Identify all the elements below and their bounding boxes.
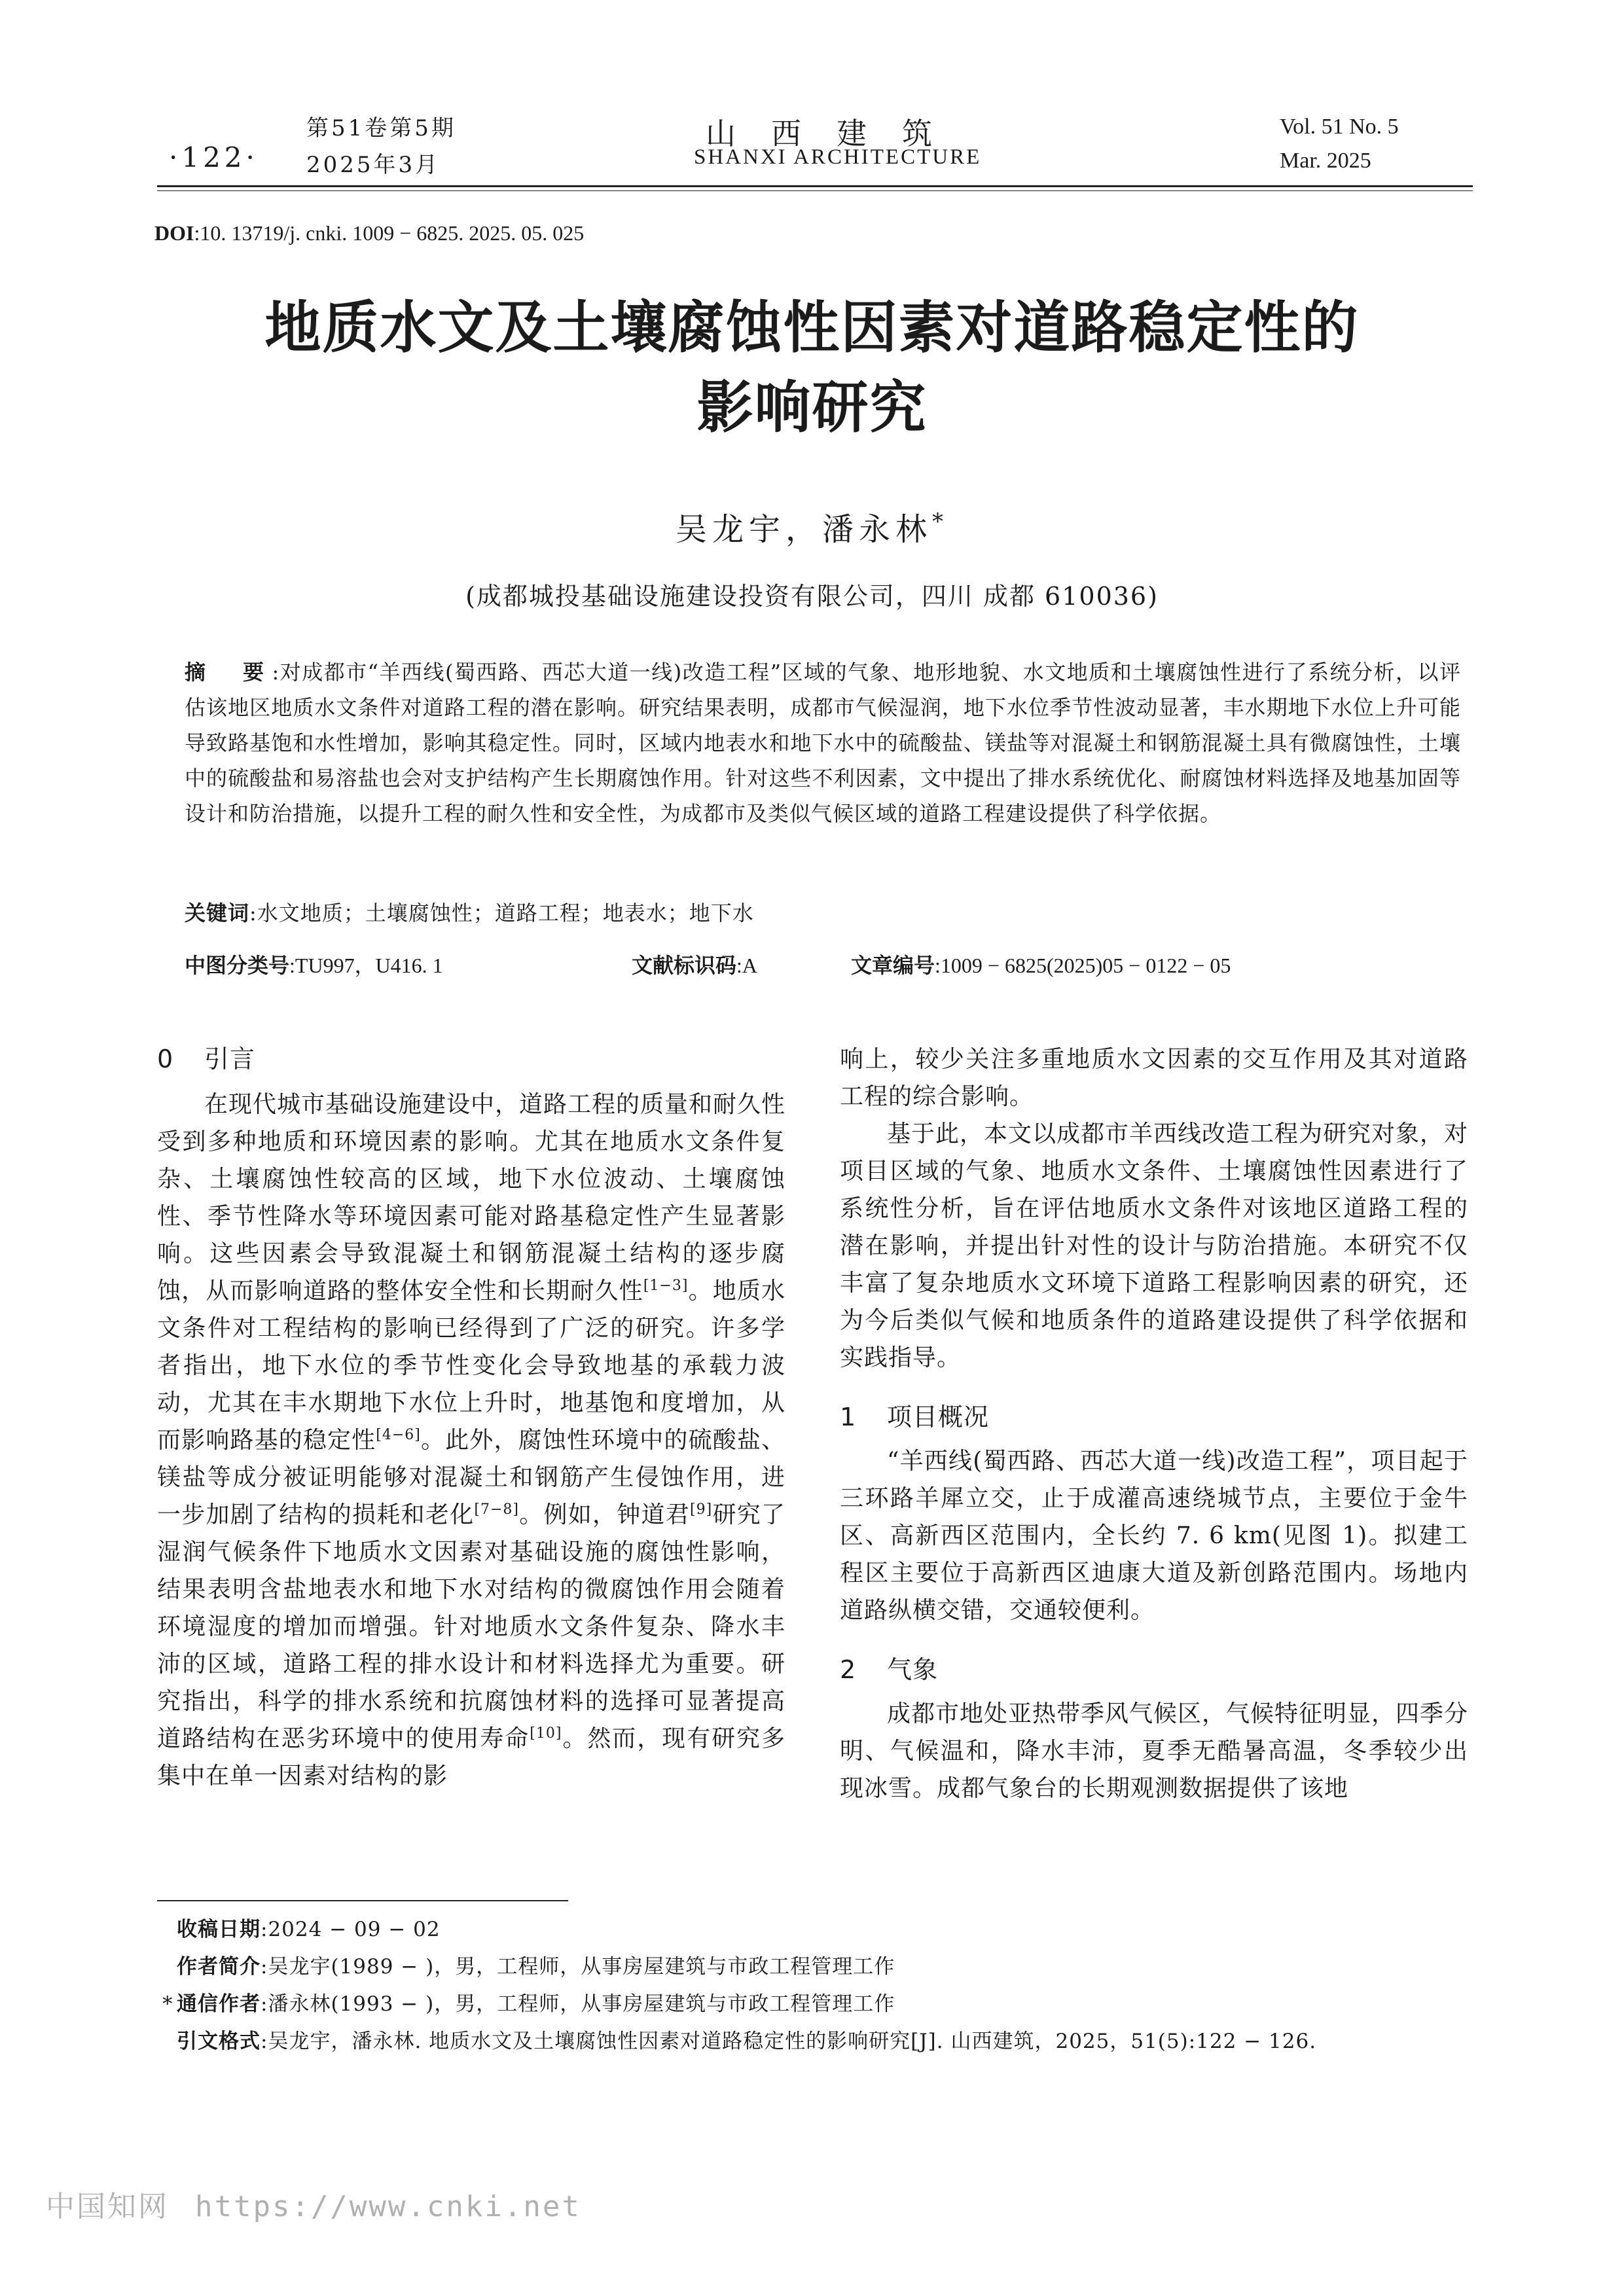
article-number xyxy=(851,949,1231,979)
keywords xyxy=(185,897,754,927)
corresponding-mark: * xyxy=(162,1992,173,2016)
author-bio-value: :吴龙宇(1989 − )，男，工程师，从事房屋建筑与市政工程管理工作 xyxy=(261,1955,895,1979)
paper-title xyxy=(0,288,1624,448)
corresponding-value: :潘永林(1993 − )，男，工程师，从事房屋建筑与市政工程管理工作 xyxy=(261,1992,895,2016)
text-run: 。例如，钟道君 xyxy=(518,1501,691,1528)
text-run: 研究了湿润气候条件下地质水文因素对基础设施的腐蚀性影响，结果表明含盐地表水和地下水对结构的微腐蚀作用会随着环境湿度的增加而增强。针对地质水文条件复杂、降水丰沛的区域，道路工程的排水设计和材料选择尤为重要。研究指出，科学的排水系统和抗腐蚀材料的选择可显著提高道路结构在恶劣环境中的使用寿命 xyxy=(157,1501,785,1752)
section-title: 引言 xyxy=(204,1045,256,1073)
footnote-rule xyxy=(157,1900,568,1901)
corresponding-mark: * xyxy=(932,509,948,535)
clc-number xyxy=(185,949,443,979)
author-names: 吴龙宇，潘永林 xyxy=(675,511,932,548)
volume-issue: 第51卷第5期 xyxy=(306,115,456,141)
keywords-text: :水文地质；土壤腐蚀性；道路工程；地表水；地下水 xyxy=(249,901,754,925)
section-number: 1 xyxy=(840,1403,857,1431)
section-number: 0 xyxy=(157,1045,174,1073)
watermark-site-name: 中国知网 xyxy=(46,2190,169,2223)
doi-line xyxy=(154,221,584,245)
header-rule-thick xyxy=(157,185,1473,187)
corresponding-author xyxy=(162,1986,1316,2023)
received-label: 收稿日期 xyxy=(177,1918,261,1941)
doi-value: :10. 13719/j. cnki. 1009 − 6825. 2025. 05. 025 xyxy=(194,221,585,245)
citation-ref[interactable]: [10] xyxy=(530,1725,562,1742)
text-run: 。然而，现有研究多集中在单一因素对结构的影 xyxy=(157,1725,785,1789)
intro-paragraph-1 xyxy=(157,1086,785,1795)
date-en: Mar. 2025 xyxy=(1280,149,1371,173)
watermark-url[interactable]: https://www.cnki.net xyxy=(195,2190,581,2223)
issue-date: 2025年3月 xyxy=(306,152,441,178)
citation-ref[interactable]: [4−6] xyxy=(376,1427,421,1443)
article-number-label: 文章编号 xyxy=(851,953,935,978)
intro-paragraph-2: 基于此，本文以成都市羊西线改造工程为研究对象，对项目区域的气象、地质水文条件、土壤腐蚀性因素进行了系统性分析，旨在评估地质水文条件对该地区道路工程的潜在影响，并提出针对性的设计与防治措施。本研究不仅丰富了复杂地质水文环境下道路工程影响因素的研究，还为今后类似气候和地质条件的道路建设提供了科学依据和实践指导。 xyxy=(840,1121,1469,1371)
clc-value: :TU997，U416. 1 xyxy=(289,954,443,977)
section-heading-climate xyxy=(840,1651,1468,1689)
received-date xyxy=(177,1911,1316,1948)
citation-ref[interactable]: [1−3] xyxy=(643,1278,689,1294)
body-column-left xyxy=(157,1041,785,1795)
doc-code-value: :A xyxy=(736,954,758,977)
author-bio xyxy=(177,1948,1316,1986)
document-code xyxy=(632,949,757,979)
footnotes xyxy=(162,1911,1317,2060)
section-heading-project xyxy=(840,1399,1468,1436)
keywords-label: 关键词 xyxy=(185,901,250,925)
title-line-2: 影响研究 xyxy=(696,375,928,440)
abstract-label: 摘 要 xyxy=(185,660,272,685)
project-paragraph: “羊西线(蜀西路、西芯大道一线)改造工程”，项目起于三环路羊犀立交，止于成灌高速绕城节点，主要位于金牛区、高新西区范围内，全长约 7. 6 km(见图 1)。拟建工程区主要位于高新西区迪康大道及新创路范围内。场地内道路纵横交错，交通较便利。 xyxy=(840,1448,1468,1624)
abstract xyxy=(185,655,1461,831)
abstract-text: :对成都市“羊西线(蜀西路、西芯大道一线)改造工程”区域的气象、地形地貌、水文地质和土壤腐蚀性进行了系统分析，以评估该地区地质水文条件对道路工程的潜在影响。研究结果表明，成都市气候湿润，地下水位季节性波动显著，丰水期地下水位上升可能导致路基饱和水性增加，影响其稳定性。同时，区域内地表水和地下水中的硫酸盐、镁盐等对混凝土和钢筋混凝土具有微腐蚀性，土壤中的硫酸盐和易溶盐也会对支护结构产生长期腐蚀作用。针对这些不利因素，文中提出了排水系统优化、耐腐蚀材料选择及地基加固等设计和防治措施，以提升工程的耐久性和安全性，为成都市及类似气候区域的道路工程建设提供了科学依据。 xyxy=(185,660,1461,826)
text-run: 在现代城市基础设施建设中，道路工程的质量和耐久性受到多种地质和环境因素的影响。尤其在地质水文条件复杂、土壤腐蚀性较高的区域，地下水位波动、土壤腐蚀性、季节性降水等环境因素可能对路基稳定性产生显著影响。这些因素会导致混凝土和钢筋混凝土结构的逐步腐蚀，从而影响道路的整体安全性和长期耐久性 xyxy=(157,1091,786,1304)
citation-ref[interactable]: [7−8] xyxy=(474,1501,519,1518)
affiliation: (成都城投基础设施建设投资有限公司，四川 成都 610036) xyxy=(465,582,1159,611)
climate-paragraph: 成都市地处亚热带季风气候区，气候特征明显，四季分明、气候温和，降水丰沛，夏季无酷暑高温，冬季较少出现冰雪。成都气象台的长期观测数据提供了该地 xyxy=(840,1700,1469,1802)
clc-label: 中图分类号 xyxy=(185,953,290,978)
section-title: 项目概况 xyxy=(887,1403,990,1431)
text-run: 。此外，腐蚀性环境中的硫酸盐、镁盐等成分被证明能够对混凝土和钢筋产生侵蚀作用，进一步加剧了结构的损耗和老化 xyxy=(157,1427,785,1528)
section-title: 气象 xyxy=(887,1655,939,1684)
corresponding-label: 通信作者 xyxy=(177,1992,261,2016)
author-list xyxy=(0,504,1624,549)
intro-continuation: 响上，较少关注多重地质水文因素的交互作用及其对道路工程的综合影响。 xyxy=(840,1046,1468,1110)
article-number-value: :1009 − 6825(2025)05 − 0122 − 05 xyxy=(935,954,1231,977)
issue-info xyxy=(306,110,456,183)
title-line-1: 地质水文及土壤腐蚀性因素对道路稳定性的 xyxy=(264,295,1360,361)
journal-name-cn: 山西建筑 xyxy=(706,116,967,151)
citation-format-value: :吴龙宇，潘永林. 地质水文及土壤腐蚀性因素对道路稳定性的影响研究[J]. 山西建筑，2025，51(5):122 − 126. xyxy=(261,2030,1317,2053)
issue-info-en xyxy=(1280,110,1399,178)
cnki-watermark xyxy=(46,2183,581,2225)
received-value: :2024 − 09 − 02 xyxy=(261,1918,441,1941)
volume-en: Vol. 51 No. 5 xyxy=(1280,115,1399,139)
text-run: 。地质水文条件对工程结构的影响已经得到了广泛的研究。许多学者指出，地下水位的季节性变化会导致地基的承载力波动，尤其在丰水期地下水位上升时，地基饱和度增加，从而影响路基的稳定性 xyxy=(157,1278,785,1454)
journal-name-en: SHANXI ARCHITECTURE xyxy=(694,145,982,169)
doc-code-label: 文献标识码 xyxy=(632,953,737,978)
citation-format xyxy=(177,2023,1316,2060)
body-column-right xyxy=(840,1041,1468,1807)
page-number: ·122· xyxy=(169,141,259,173)
citation-format-label: 引文格式 xyxy=(177,2030,261,2053)
author-bio-label: 作者简介 xyxy=(177,1955,261,1979)
section-number: 2 xyxy=(840,1655,857,1684)
doi-label: DOI xyxy=(154,221,194,245)
citation-ref[interactable]: [9] xyxy=(690,1501,713,1518)
section-heading-intro xyxy=(157,1041,785,1078)
header-rule-thin xyxy=(157,190,1473,191)
